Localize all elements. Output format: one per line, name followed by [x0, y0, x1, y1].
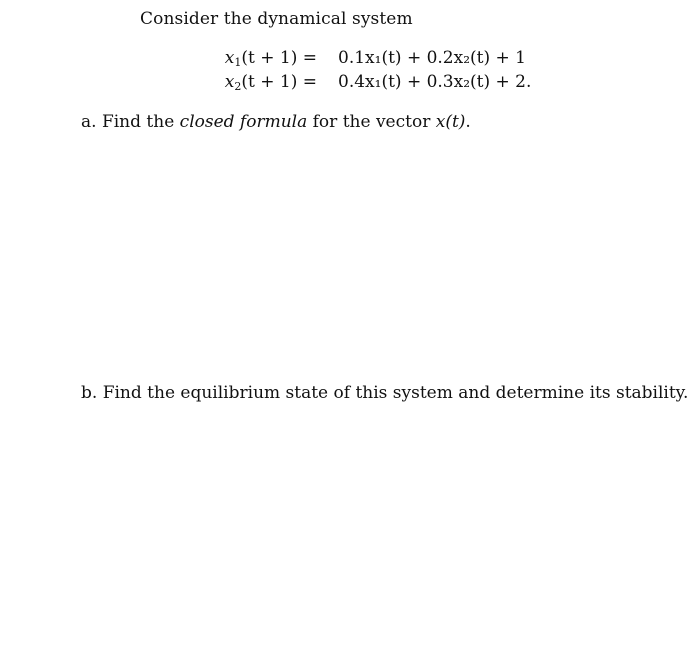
- question-a-text-after: for the vector: [312, 112, 431, 132]
- equation-1-lhs-var: x: [224, 48, 235, 68]
- equation-2-lhs-sub: 2: [234, 80, 242, 93]
- equation-2-lhs-var: x: [224, 72, 235, 92]
- equation-1-lhs-rest: (t + 1) =: [241, 48, 317, 68]
- equation-2-lhs: [217, 72, 317, 92]
- question-b-label: b.: [81, 383, 98, 403]
- question-a-end: .: [465, 112, 471, 132]
- question-a-text-before: Find the: [101, 112, 175, 132]
- intro-text: Consider the dynamical system: [140, 9, 413, 29]
- question-b-text: Find the equilibrium state of this system and determine its stability.: [102, 383, 689, 403]
- equation-1-lhs: [217, 48, 317, 68]
- question-a-emphasis: closed formula: [179, 112, 308, 132]
- question-a-math: x(t): [435, 112, 466, 132]
- equation-2-lhs-rest: (t + 1) =: [241, 72, 317, 92]
- equation-1-lhs-sub: 1: [234, 56, 242, 69]
- question-b: [81, 383, 688, 403]
- equation-2-rhs: 0.4x₁(t) + 0.3x₂(t) + 2.: [338, 72, 532, 92]
- question-a-label: a.: [81, 112, 97, 132]
- equation-1-rhs: 0.1x₁(t) + 0.2x₂(t) + 1: [338, 48, 526, 68]
- question-a: [81, 112, 471, 132]
